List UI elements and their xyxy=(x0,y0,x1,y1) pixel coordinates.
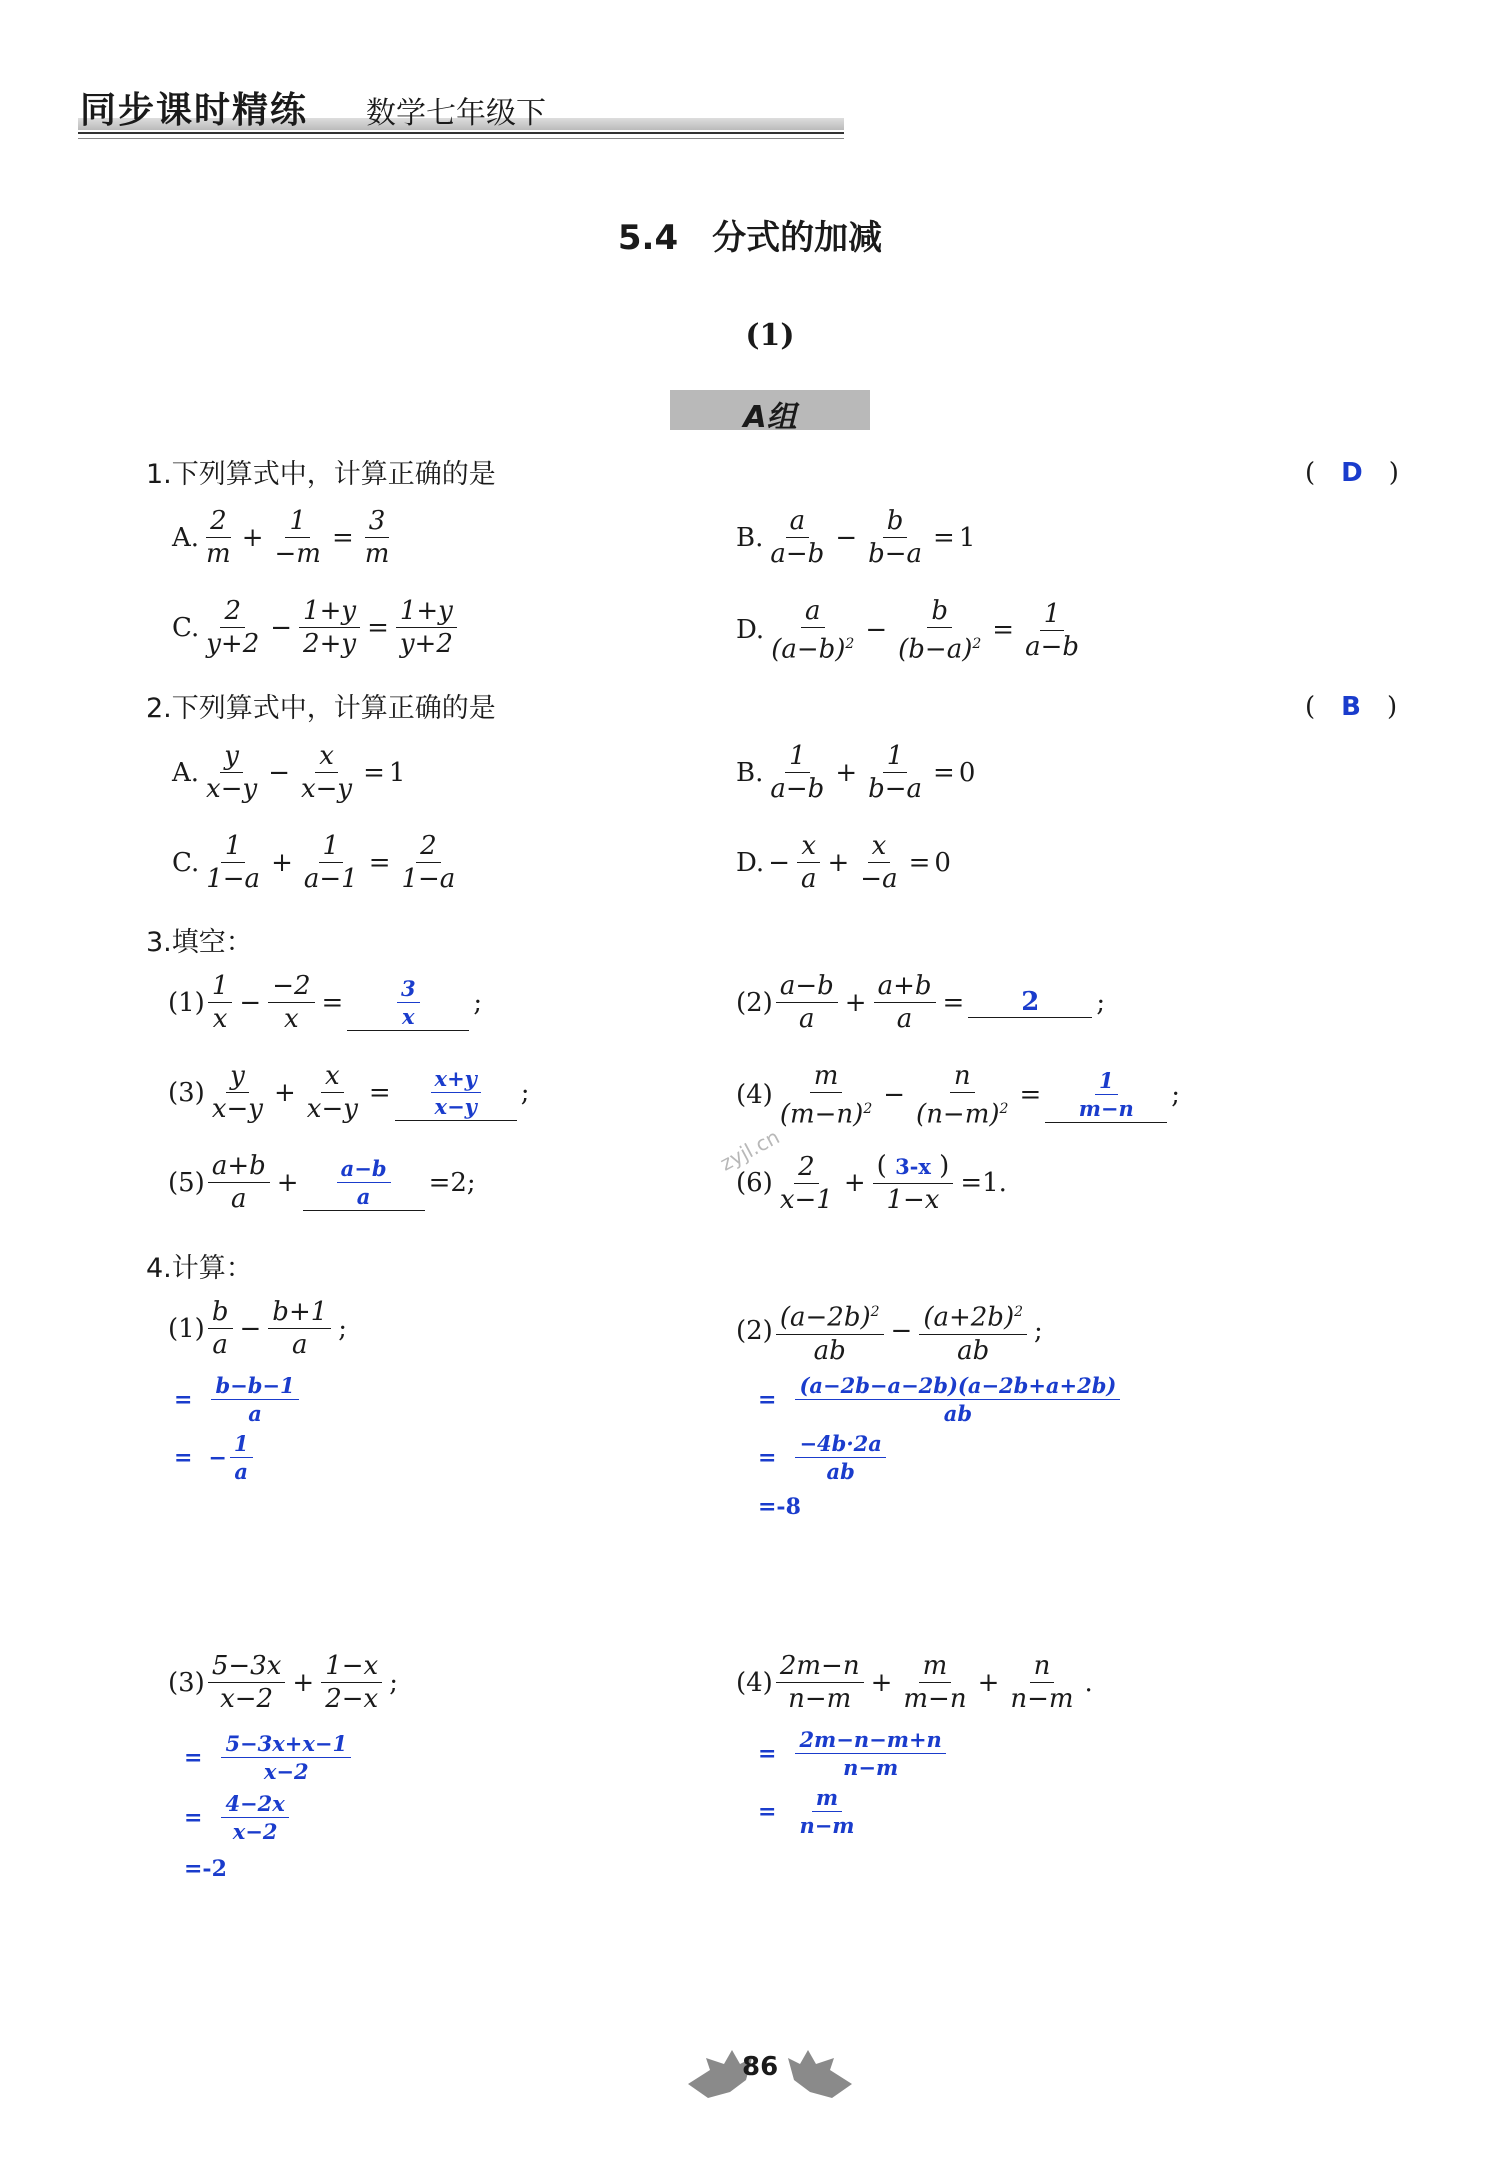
q3-part-3: (3) $\frac{y}{x-y}$ + $\frac{x}{x-y}$ = $\frac{x+y}{x-y}$ ; xyxy=(168,1061,530,1124)
q2-stem: 2.下列算式中，计算正确的是 xyxy=(146,693,496,724)
q4-part-3: (3) $\frac{5-3x}{x-2}$ + $\frac{1-x}{2-x}$ ; xyxy=(168,1651,398,1714)
watermark: zyjl.cn xyxy=(716,1124,784,1176)
q3-answer-6: 3-x xyxy=(895,1154,931,1179)
q1-option-d: D. $\frac{a}{(a-b)^2}$ − $\frac{b}{(b-a)^2}$ = $\frac{1}{a-b}$ xyxy=(736,596,1079,665)
q3-part-2: (2) $\frac{a-b}{a}$ + $\frac{a+b}{a}$ = 2 ; xyxy=(736,971,1106,1034)
header-rule-thin xyxy=(78,138,844,139)
q3-stem: 3.填空： xyxy=(146,927,253,958)
q3-part-5: (5) $\frac{a+b}{a}$ + $\frac{a-b}{a}$ =2; xyxy=(168,1151,476,1214)
q3-answer-3-den: x−y xyxy=(434,1093,477,1119)
section-title: 5.4 分式的加减 xyxy=(617,218,883,258)
book-title: 同步课时精练 xyxy=(80,90,309,131)
q2-answer-box: ( B ) xyxy=(1305,692,1398,722)
q3-answer-2: 2 xyxy=(1021,987,1040,1017)
q3-part-6: (6) $\frac{2}{x-1}$ + $\frac{( 3-x )}{1-x}$ =1. xyxy=(736,1151,1007,1215)
q1-answer-box: ( D ) xyxy=(1305,458,1399,488)
q4-2-step-1: = $\frac{(a-2b-a-2b)(a-2b+a+2b)}{ab}$ xyxy=(758,1372,1123,1427)
book-subtitle: 数学七年级下 xyxy=(366,96,546,131)
q2-option-a: A. $\frac{y}{x-y}$ − $\frac{x}{x-y}$ = 1 xyxy=(172,741,406,804)
q3-answer-5-den: a xyxy=(356,1183,371,1209)
q1-option-b: B. $\frac{a}{a-b}$ − $\frac{b}{b-a}$ = 1 xyxy=(736,506,976,569)
q3-answer-4-den: m−n xyxy=(1078,1096,1134,1122)
q4-3-step-1: = $\frac{5-3x+x-1}{x-2}$ xyxy=(184,1730,354,1785)
group-label: A组 xyxy=(743,400,797,435)
q4-4-step-1: = $\frac{2m-n-m+n}{n-m}$ xyxy=(758,1726,949,1781)
lesson-number: (1) xyxy=(745,318,795,353)
q1-stem: 1.下列算式中，计算正确的是 xyxy=(146,459,496,490)
q3-answer-4-num: 1 xyxy=(1095,1067,1118,1095)
q4-2-final: =-8 xyxy=(758,1494,801,1520)
q3-answer-1-num: 3 xyxy=(397,975,420,1003)
q4-3-step-2: = $\frac{4-2x}{x-2}$ xyxy=(184,1790,292,1845)
q3-answer-3-num: x+y xyxy=(431,1065,481,1093)
q4-4-step-2: = $\frac{m}{n-m}$ xyxy=(758,1785,855,1838)
q4-1-step-1: = $\frac{b-b-1}{a}$ xyxy=(174,1372,302,1427)
q4-1-step-2: = − $\frac{1}{a}$ xyxy=(174,1430,256,1485)
q4-2-step-2: = $\frac{-4b\cdot 2a}{ab}$ xyxy=(758,1430,889,1485)
q1-answer: D xyxy=(1341,458,1363,488)
q2-option-d: D. − $\frac{x}{a}$ + $\frac{x}{-a}$ = 0 xyxy=(736,831,951,894)
q3-answer-1-den: x xyxy=(402,1003,415,1029)
q4-stem: 4.计算： xyxy=(146,1253,253,1284)
q4-3-final: =-2 xyxy=(184,1856,227,1882)
q3-part-1: (1) $\frac{1}{x}$ − $\frac{-2}{x}$ = $\frac{3}{x}$ ; xyxy=(168,971,483,1034)
header-rule xyxy=(78,132,844,134)
q3-answer-5-num: a−b xyxy=(337,1155,391,1183)
q2-answer: B xyxy=(1341,692,1361,722)
q4-part-2: (2) $\frac{(a-2b)^2}{ab}$ − $\frac{(a+2b)^2}{ab}$ ; xyxy=(736,1296,1047,1367)
q4-part-1: (1) $\frac{b}{a}$ − $\frac{b+1}{a}$ ; xyxy=(168,1297,348,1360)
page-number: 86 xyxy=(742,2052,779,2082)
q1-option-c: C. $\frac{2}{y+2}$ − $\frac{1+y}{2+y}$ = $\frac{1+y}{y+2}$ xyxy=(172,595,460,660)
q4-part-4: (4) $\frac{2m-n}{n-m}$ + $\frac{m}{m-n}$ + $\frac{n}{n-m}$ . xyxy=(736,1651,1093,1714)
q1-option-a: A. $\frac{2}{m}$ + $\frac{1}{-m}$ = $\frac{3}{m}$ xyxy=(172,506,390,569)
q3-part-4: (4) $\frac{m}{(m-n)^2}$ − $\frac{n}{(n-m)^2}$ = $\frac{1}{m-n}$ ; xyxy=(736,1061,1181,1130)
q2-option-b: B. $\frac{1}{a-b}$ + $\frac{1}{b-a}$ = 0 xyxy=(736,741,976,804)
q2-option-c: C. $\frac{1}{1-a}$ + $\frac{1}{a-1}$ = $\frac{2}{1-a}$ xyxy=(172,831,456,894)
